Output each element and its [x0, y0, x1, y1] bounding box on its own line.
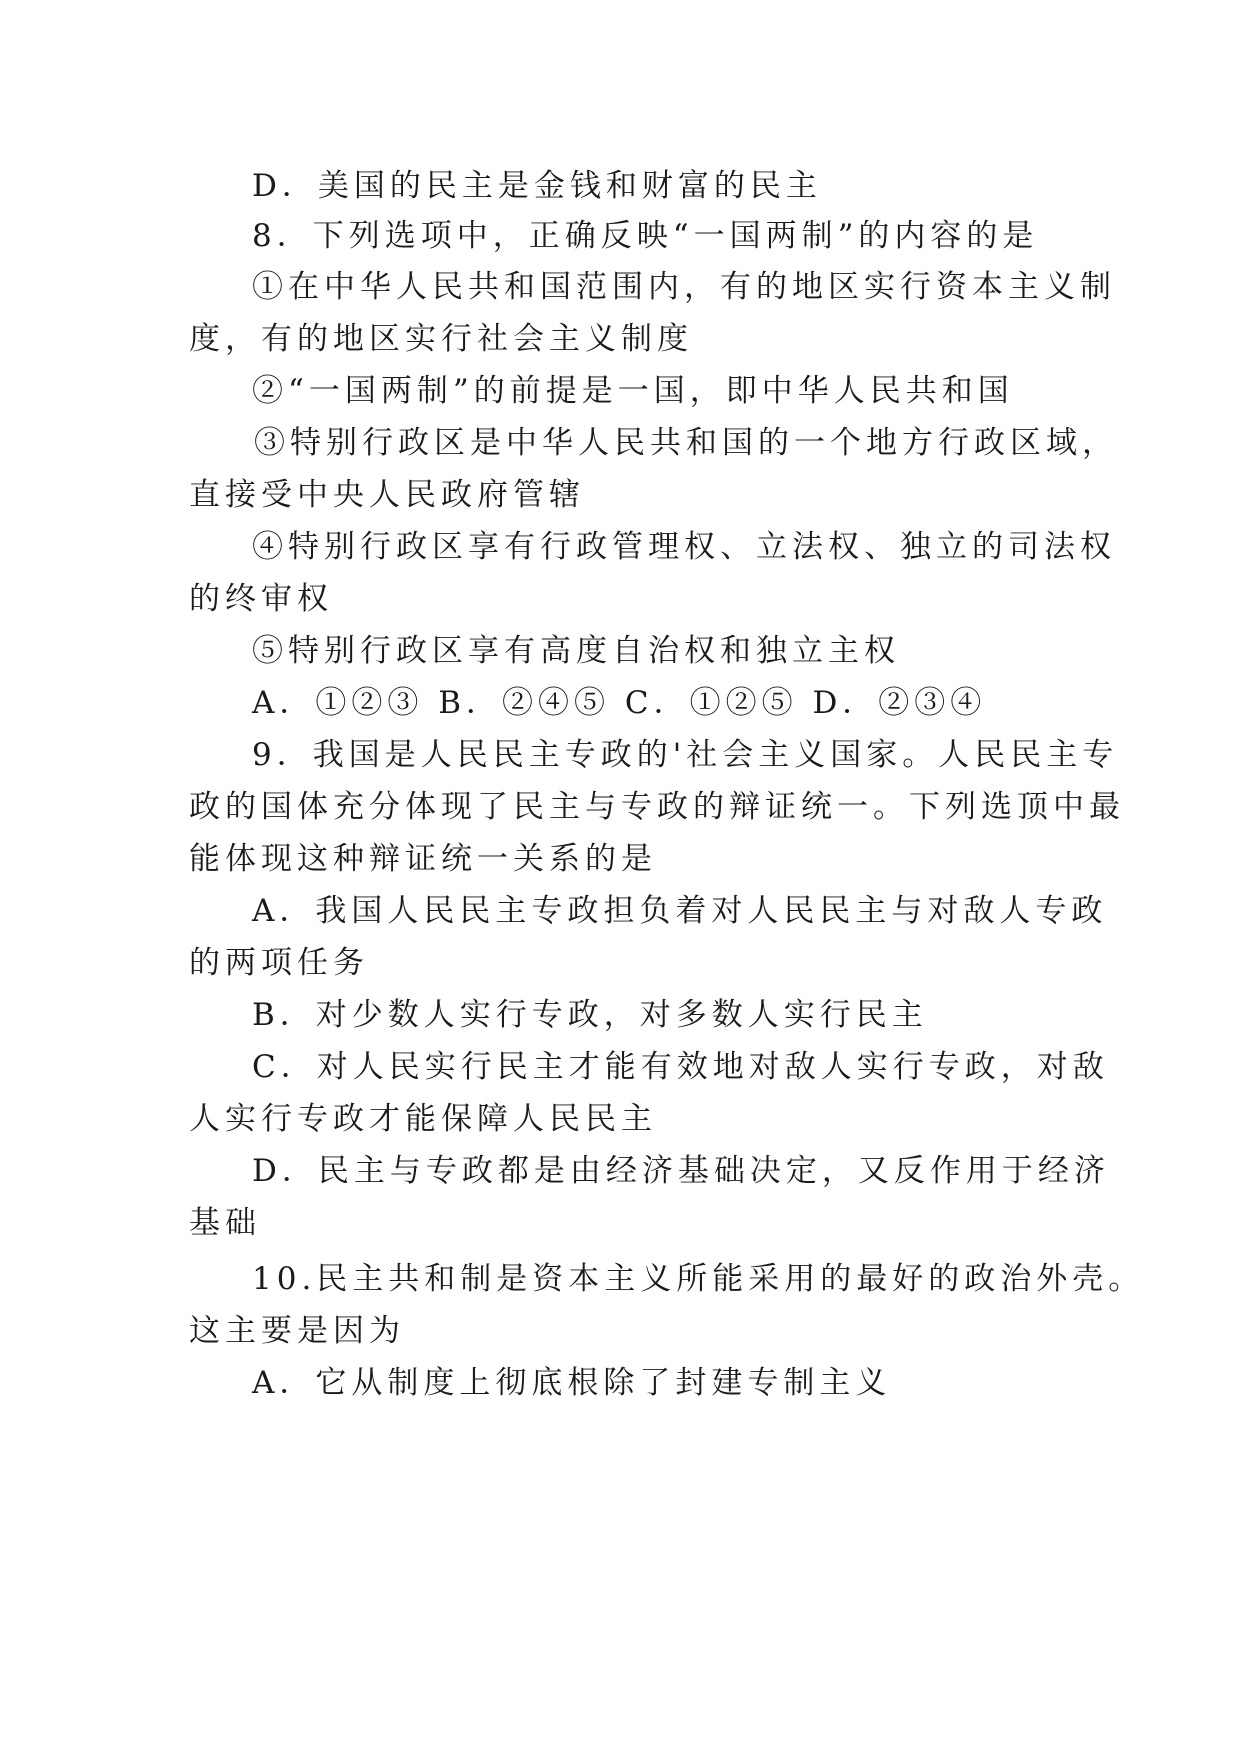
q9-option-c-line2: 人实行专政才能保障人民民主 [189, 1101, 657, 1137]
q8-item-4-line1: ④特别行政区享有行政管理权、立法权、独立的司法权 [252, 529, 1116, 565]
q8-item-4-line2: 的终审权 [189, 581, 333, 617]
q9-stem-line1: 9．我国是人民民主专政的'社会主义国家。人民民主专 [252, 737, 1119, 773]
q9-stem-line2: 政的国体充分体现了民主与专政的辩证统一。下列选顶中最 [189, 789, 1125, 825]
q10-option-a: A．它从制度上彻底根除了封建专制主义 [252, 1365, 892, 1401]
q8-item-1-line1: ①在中华人民共和国范围内，有的地区实行资本主义制 [252, 269, 1116, 305]
q8-stem: 8．下列选项中，正确反映“一国两制”的内容的是 [252, 218, 1039, 254]
q9-option-d-line2: 基础 [189, 1205, 261, 1241]
q8-item-3-line1: ③特别行政区是中华人民共和国的一个地方行政区域， [254, 425, 1118, 461]
q10-stem-line1: 10.民主共和制是资本主义所能采用的最好的政治外壳。 [252, 1261, 1145, 1297]
q8-options: A．①②③ B．②④⑤ C．①②⑤ D．②③④ [252, 685, 987, 721]
q9-option-a-line1: A．我国人民民主专政担负着对人民民主与对敌人专政 [252, 893, 1108, 929]
q9-option-b: B．对少数人实行专政，对多数人实行民主 [252, 997, 928, 1033]
q9-option-a-line2: 的两项任务 [189, 945, 369, 981]
q8-item-3-line2: 直接受中央人民政府管辖 [189, 477, 585, 513]
q8-item-1-line2: 度，有的地区实行社会主义制度 [189, 321, 693, 357]
q8-item-2: ②“一国两制”的前提是一国，即中华人民共和国 [252, 373, 1014, 409]
q10-stem-line2: 这主要是因为 [189, 1313, 405, 1349]
q8-item-5: ⑤特别行政区享有高度自治权和独立主权 [252, 633, 900, 669]
q9-stem-line3: 能体现这种辩证统一关系的是 [189, 841, 657, 877]
q9-option-d-line1: D．民主与专政都是由经济基础决定，又反作用于经济 [252, 1153, 1110, 1189]
q7-option-d: D．美国的民主是金钱和财富的民主 [252, 168, 822, 204]
q9-option-c-line1: C．对人民实行民主才能有效地对敌人实行专政，对敌 [252, 1049, 1109, 1085]
